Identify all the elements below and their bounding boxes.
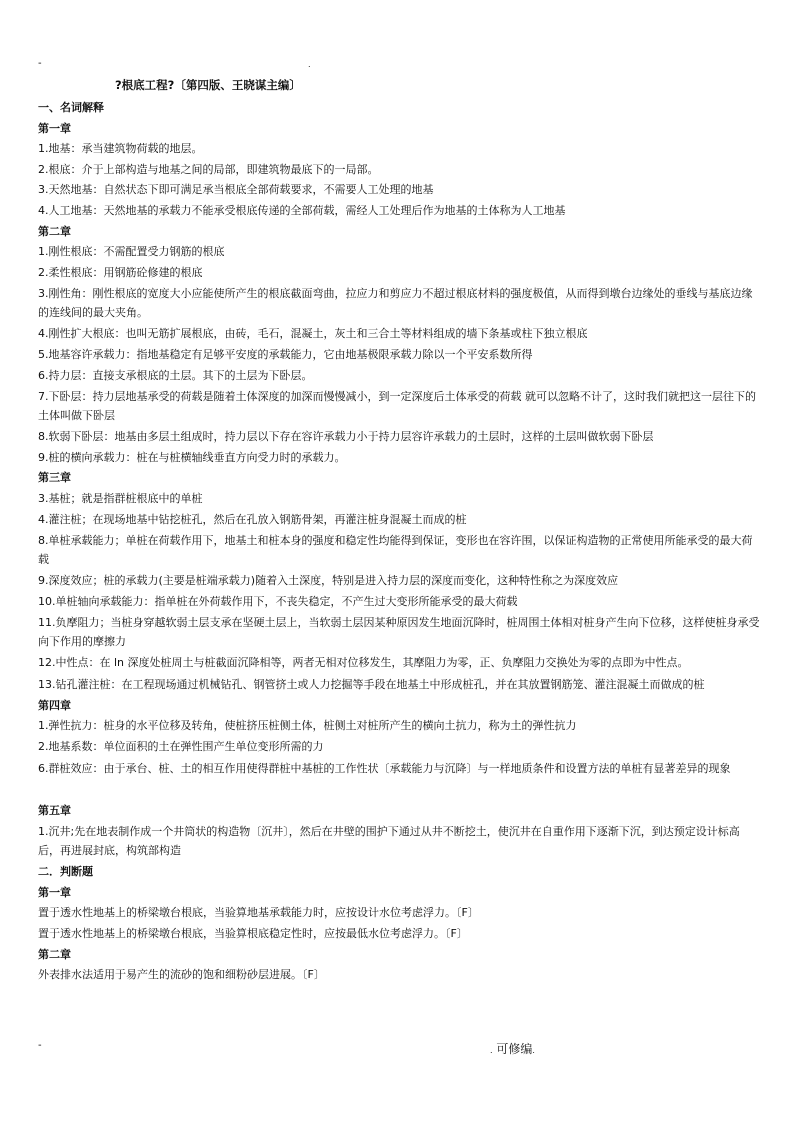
definition-item: 10.单桩轴向承载能力：指单桩在外荷载作用下，不丧失稳定，不产生过大变形所能承受的最大荷载	[38, 594, 518, 608]
chapter-2-title: 第二章	[38, 224, 71, 238]
footer-end-dot: .	[532, 1046, 535, 1055]
definition-item: 6.群桩效应：由于承台、桩、土的相互作用使得群桩中基桩的工作性状〔承载能力与沉降〕与一样地质条件和设置方法的单桩有显著差异的现象	[38, 761, 731, 775]
definition-item: 8.单桩承载能力；单桩在荷载作用下，地基土和桩本身的强度和稳定性均能得到保证，变形也在容许围，以保证构造物的正常使用所能承受的最大荷载	[38, 534, 753, 567]
header-right-mark: .	[308, 60, 311, 69]
footer-editable-text: 可修编	[496, 1042, 533, 1056]
chapter-3-title: 第三章	[38, 471, 71, 485]
definition-item: 2.地基系数：单位面积的土在弹性围产生单位变形所需的力	[38, 740, 324, 754]
definition-item: 9.桩的横向承载力：桩在与桩横轴线垂直方向受力时的承载力。	[38, 450, 346, 464]
definition-item: 1.地基：承当建筑物荷载的地层。	[38, 142, 203, 156]
definition-item: 2.柔性根底：用钢筋砼修建的根底	[38, 265, 203, 279]
definition-item: 6.持力层：直接支承根底的土层。其下的土层为下卧层。	[38, 368, 313, 382]
definition-item: 1.弹性抗力：桩身的水平位移及转角，使桩挤压桩侧土体，桩侧土对桩所产生的横向土抗力，称为土的弹性抗力	[38, 719, 577, 733]
section-heading-true-false: 二．判断题	[38, 865, 93, 879]
judgement-item: 置于透水性地基上的桥梁墩台根底，当验算根底稳定性时，应按最低水位考虑浮力。〔F〕	[38, 927, 468, 941]
document-body	[38, 98, 760, 986]
footer-editable-note	[490, 1040, 535, 1057]
chapter-2-title: 第二章	[38, 947, 71, 961]
spacer	[38, 780, 760, 801]
definition-item: 9.深度效应；桩的承载力(主要是桩端承载力)随着入土深度，特别是进入持力层的深度而变化，这种特性称之为深度效应	[38, 574, 619, 588]
definition-item: 4.刚性扩大根底：也叫无筋扩展根底，由砖，毛石，混凝土，灰土和三合土等材料组成的墙下条基或柱下独立根底	[38, 327, 588, 341]
definition-item: 8.软弱下卧层：地基由多层土组成时，持力层以下存在容许承载力小于持力层容许承载力的土层时，这样的土层叫做软弱下卧层	[38, 430, 654, 444]
judgement-item: 外表排水法适用于易产生的流砂的饱和细粉砂层进展。〔F〕	[38, 968, 325, 982]
header-left-mark: -	[38, 58, 42, 69]
definition-item: 3.刚性角：刚性根底的宽度大小应能使所产生的根底截面弯曲，拉应力和剪应力不超过根底材料的强度极值，从而得到墩台边缘处的垂线与基底边缘的连线间的最大夹角。	[38, 287, 753, 320]
definition-item: 12.中性点：在 ln 深度处桩周土与桩截面沉降相等，两者无相对位移发生，其摩阻力为零，正、负摩阻力交换处为零的点即为中性点。	[38, 656, 689, 670]
definition-item: 4.灌注桩；在现场地基中钻挖桩孔，然后在孔放入钢筋骨架，再灌注桩身混凝土而成的桩	[38, 512, 467, 526]
chapter-4-title: 第四章	[38, 698, 71, 712]
chapter-1-title: 第一章	[38, 121, 71, 135]
definition-item: 1.刚性根底：不需配置受力钢筋的根底	[38, 245, 225, 259]
definition-item: 5.地基容许承载力：指地基稳定有足够平安度的承载能力，它由地基极限承载力除以一个平安系数所得	[38, 347, 533, 361]
definition-item: 7.下卧层：持力层地基承受的荷载是随着土体深度的加深而慢慢减小，到一定深度后土体承受的荷载 就可以忽略不计了，这时我们就把这一层往下的土体叫做下卧层	[38, 390, 756, 423]
footer-dot: .	[490, 1046, 493, 1055]
definition-item: 11.负摩阻力；当桩身穿越软弱土层支承在坚硬土层上，当软弱土层因某种原因发生地面沉降时，桩周围土体相对桩身产生向下位移，这样使桩身承受向下作用的摩擦力	[38, 616, 760, 649]
chapter-1-title: 第一章	[38, 885, 71, 899]
definition-item: 13.钻孔灌注桩：在工程现场通过机械钻孔、钢管挤土或人力挖掘等手段在地基土中形成桩孔，并在其放置钢筋笼、灌注混凝土而做成的桩	[38, 677, 705, 691]
definition-item: 2.根底：介于上部构造与地基之间的局部，即建筑物最底下的一局部。	[38, 162, 379, 176]
definition-item: 3.天然地基：自然状态下即可满足承当根底全部荷载要求，不需要人工处理的地基	[38, 183, 434, 197]
definition-item: 1.沉井;先在地表制作成一个井筒状的构造物〔沉井〕，然后在井壁的围护下通过从井不断挖土，使沉井在自重作用下逐渐下沉，到达预定设计标高后，再进展封底，构筑部构造	[38, 825, 740, 858]
judgement-item: 置于透水性地基上的桥梁墩台根底，当验算地基承载能力时，应按设计水位考虑浮力。〔F〕	[38, 906, 479, 920]
definition-item: 4.人工地基：天然地基的承载力不能承受根底传递的全部荷载，需经人工处理后作为地基的土体称为人工地基	[38, 203, 566, 217]
chapter-5-title: 第五章	[38, 803, 71, 817]
section-heading-definitions: 一、名词解释	[38, 101, 104, 114]
footer-left-mark: -	[38, 1040, 42, 1051]
document-title: ?根底工程?〔第四版、王晓谋主编〕	[115, 78, 301, 92]
definition-item: 3.基桩；就是指群桩根底中的单桩	[38, 491, 203, 505]
